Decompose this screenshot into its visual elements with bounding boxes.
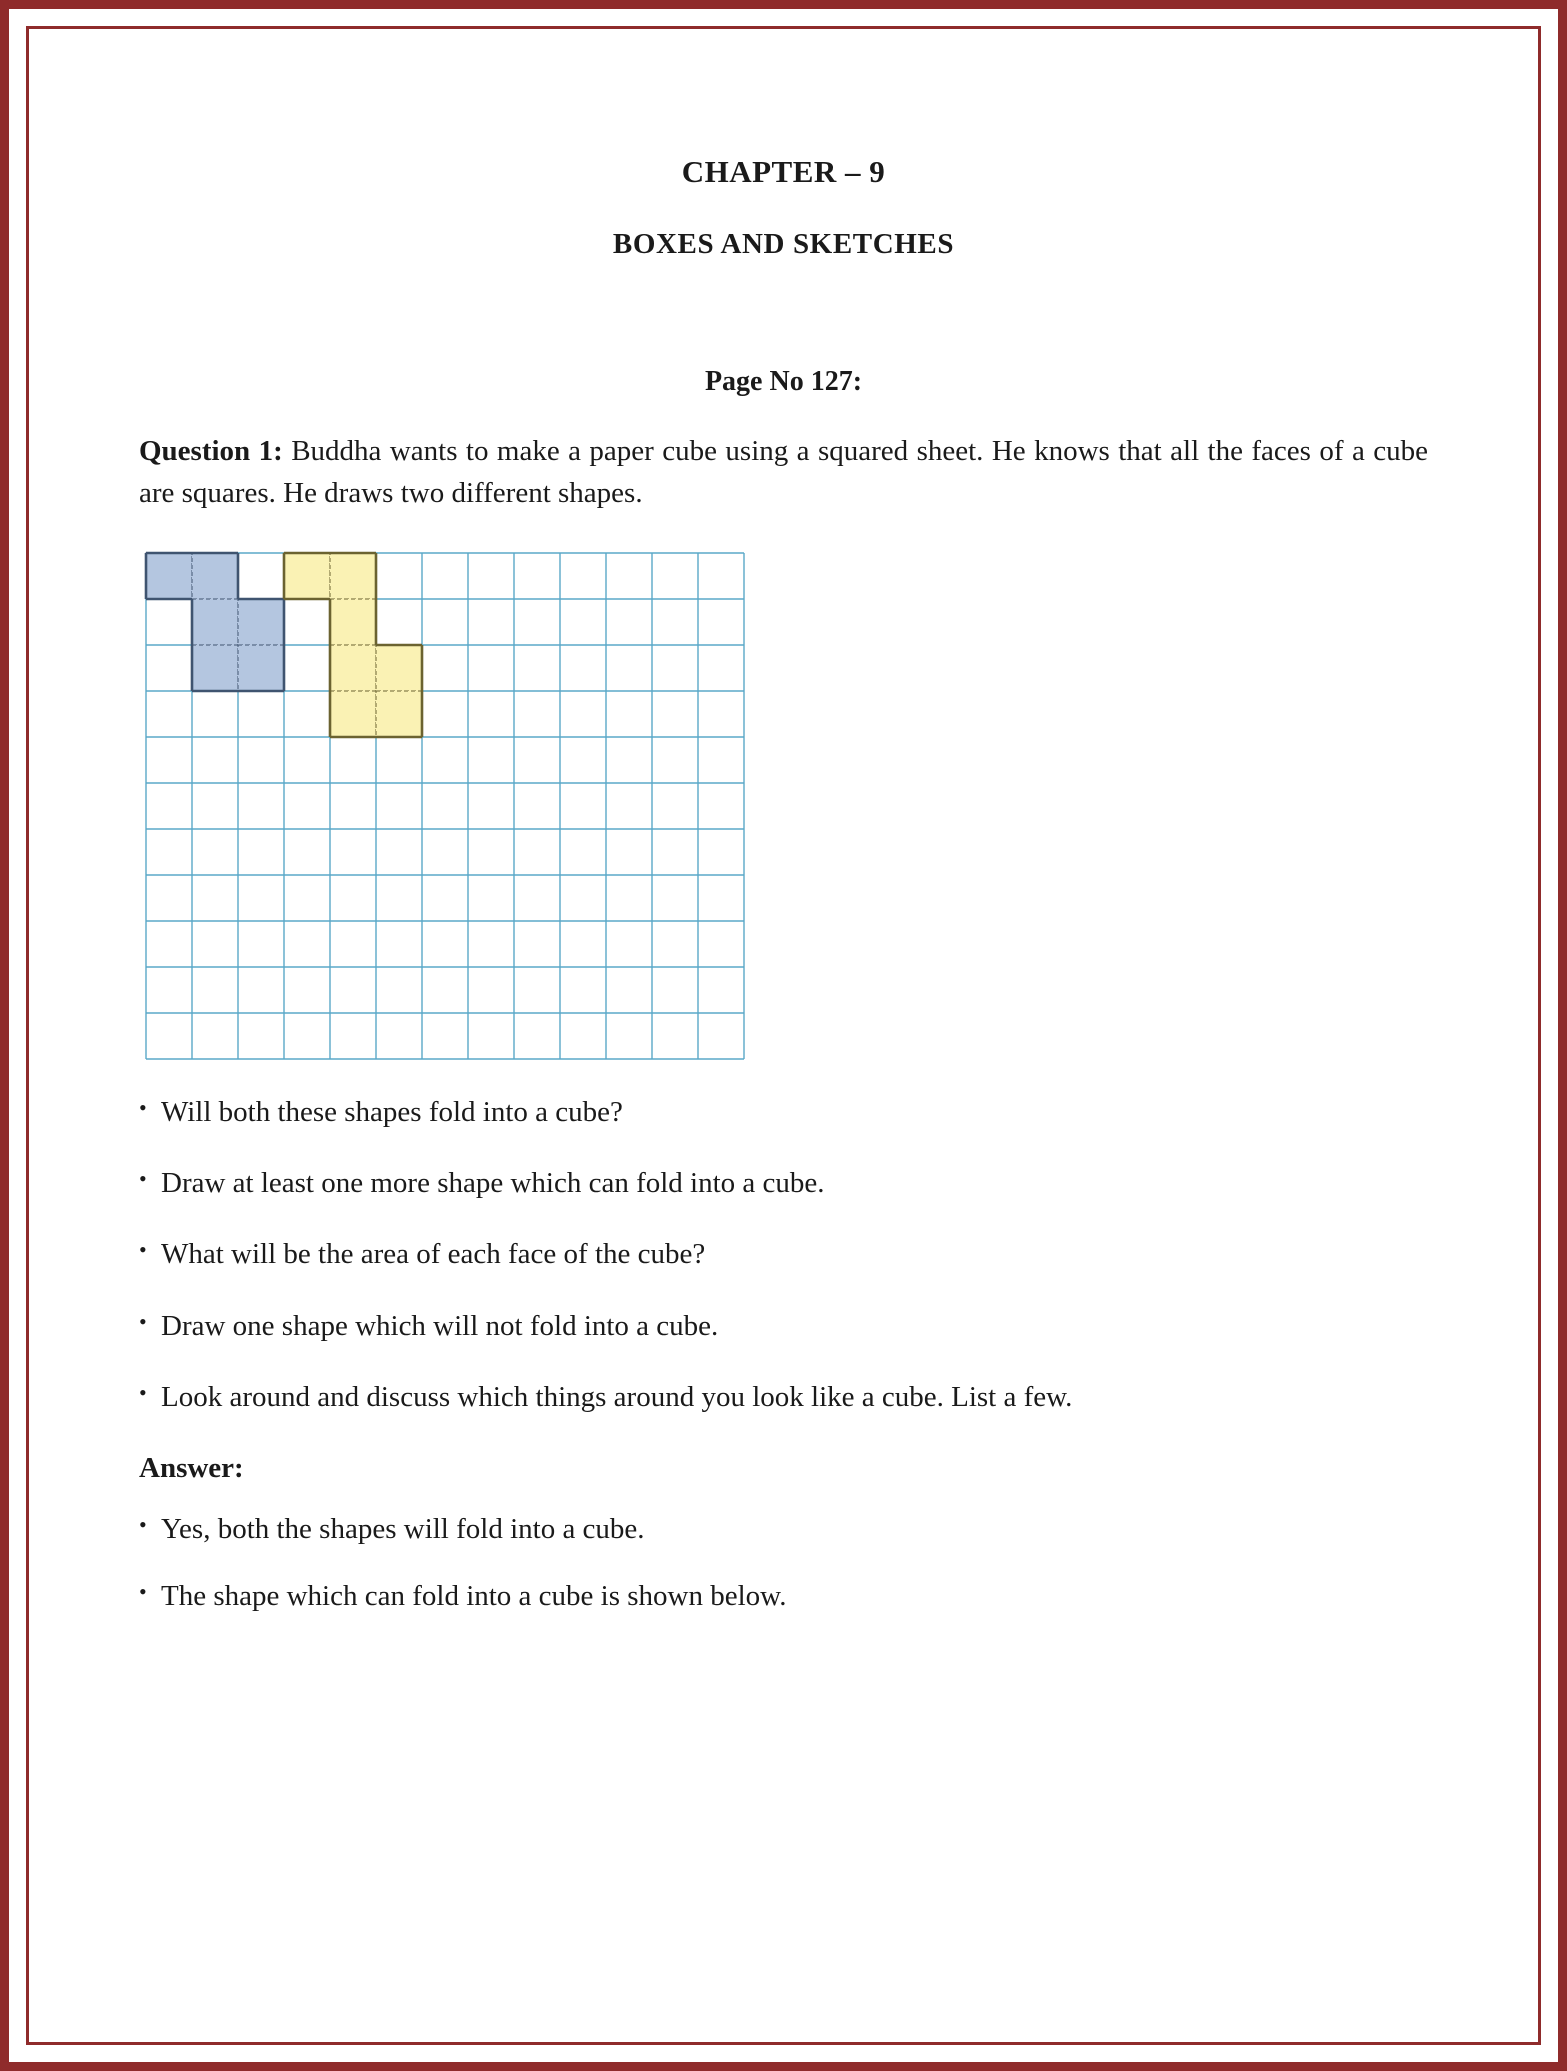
question-text: Buddha wants to make a paper cube using a squared sheet. He knows that all the faces of a cube are squares. He draws two different shapes. bbox=[139, 435, 1429, 510]
answer-list bbox=[139, 1509, 1428, 1617]
chapter-title: BOXES AND SKETCHES bbox=[612, 228, 955, 260]
net-cell bbox=[192, 599, 238, 645]
net-cell bbox=[330, 553, 376, 599]
grid-figure-svg bbox=[143, 550, 747, 1062]
net-cell bbox=[238, 645, 284, 691]
list-item: • Look around and discuss which things around you look like a cube. List a few. bbox=[139, 1377, 1428, 1418]
list-item: • Will both these shapes fold into a cube? bbox=[139, 1092, 1428, 1133]
net-cell bbox=[330, 645, 376, 691]
question-bullet-list bbox=[139, 1092, 1428, 1418]
net-cell bbox=[330, 599, 376, 645]
net-cell bbox=[238, 599, 284, 645]
list-item: • Draw one shape which will not fold into a cube. bbox=[139, 1306, 1428, 1347]
answer-label: Answer: bbox=[139, 1451, 244, 1484]
list-item: • Yes, both the shapes will fold into a cube. bbox=[139, 1509, 1428, 1550]
net-cell bbox=[376, 691, 422, 737]
net-cell bbox=[284, 553, 330, 599]
net-cell bbox=[376, 645, 422, 691]
question-paragraph bbox=[139, 430, 1428, 514]
list-item: • What will be the area of each face of the cube? bbox=[139, 1234, 1428, 1275]
page-number-heading: Page No 127: bbox=[704, 366, 863, 397]
net-cell bbox=[330, 691, 376, 737]
list-item: • Draw at least one more shape which can fold into a cube. bbox=[139, 1163, 1428, 1204]
document-content bbox=[49, 49, 1518, 2022]
net-cell bbox=[146, 553, 192, 599]
net-cell bbox=[192, 645, 238, 691]
figure-squared-sheet bbox=[139, 550, 1428, 1062]
net-cell bbox=[192, 553, 238, 599]
question-label: Question 1: bbox=[139, 435, 283, 467]
chapter-heading: CHAPTER – 9 bbox=[681, 154, 886, 189]
list-item: • The shape which can fold into a cube is shown below. bbox=[139, 1576, 1428, 1617]
